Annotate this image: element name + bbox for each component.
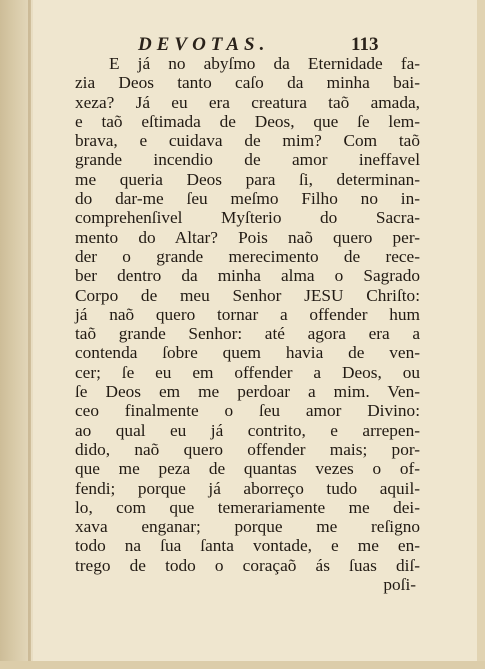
text-line: xava enganar; porque me reſigno [75, 517, 420, 537]
text-line: cer; ſe eu em offender a Deos, ou [75, 362, 420, 382]
text-line: e taõ eſtimada de Deos, que ſe lem- [75, 111, 420, 131]
text-line: der o grande merecimento de rece- [75, 246, 420, 266]
catchword: poſi- [383, 575, 416, 595]
page-number: 113 [351, 34, 379, 55]
spine-fold [28, 0, 31, 669]
text-line: dido, naõ quero offender mais; por- [75, 439, 420, 459]
text-line: E já no abyſmo da Eternidade fa- [109, 54, 420, 73]
book-spine [0, 0, 30, 669]
text-line: lo, com que temerariamente me dei- [75, 497, 420, 517]
page-edge-right [477, 0, 485, 669]
text-line: xeza? Já eu era creatura taõ amada, [75, 92, 420, 112]
book-page [33, 0, 479, 662]
text-line: ceo finalmente o ſeu amor Divino: [75, 401, 420, 421]
body-text [75, 54, 420, 594]
text-line: ſe Deos em me perdoar a mim. Ven- [75, 382, 420, 402]
text-line: mento do Altar? Pois naõ quero per- [75, 227, 420, 247]
text-line: grande incendio de amor ineffavel [75, 150, 420, 170]
text-line: ao qual eu já contrito, e arrepen- [75, 420, 420, 440]
text-line: contenda ſobre quem havia de ven- [75, 343, 420, 363]
text-line: brava, e cuidava de mim? Com taõ [75, 131, 420, 151]
page-edge-bottom [0, 661, 485, 669]
text-line: me queria Deos para ſi, determinan- [75, 169, 420, 189]
text-line: ber dentro da minha alma o Sagrado [75, 266, 420, 286]
text-line: zia Deos tanto caſo da minha bai- [75, 73, 420, 93]
text-line: Corpo de meu Senhor JESU Chriſto: [75, 285, 420, 305]
text-line: do dar-me ſeu meſmo Filho no in- [75, 189, 420, 209]
text-line: taõ grande Senhor: até agora era a [75, 324, 420, 344]
running-title: DEVOTAS. [138, 34, 270, 55]
text-line: que me peza de quantas vezes o of- [75, 459, 420, 479]
text-line: comprehenſivel Myſterio do Sacra- [75, 208, 420, 228]
text-line: já naõ quero tornar a offender hum [75, 304, 420, 324]
text-line: trego de todo o coraçaõ ás ſuas diſ- [75, 555, 420, 575]
text-line: fendi; porque já aborreço tudo aquil- [75, 478, 420, 498]
text-line: todo na ſua ſanta vontade, e me en- [75, 536, 420, 556]
